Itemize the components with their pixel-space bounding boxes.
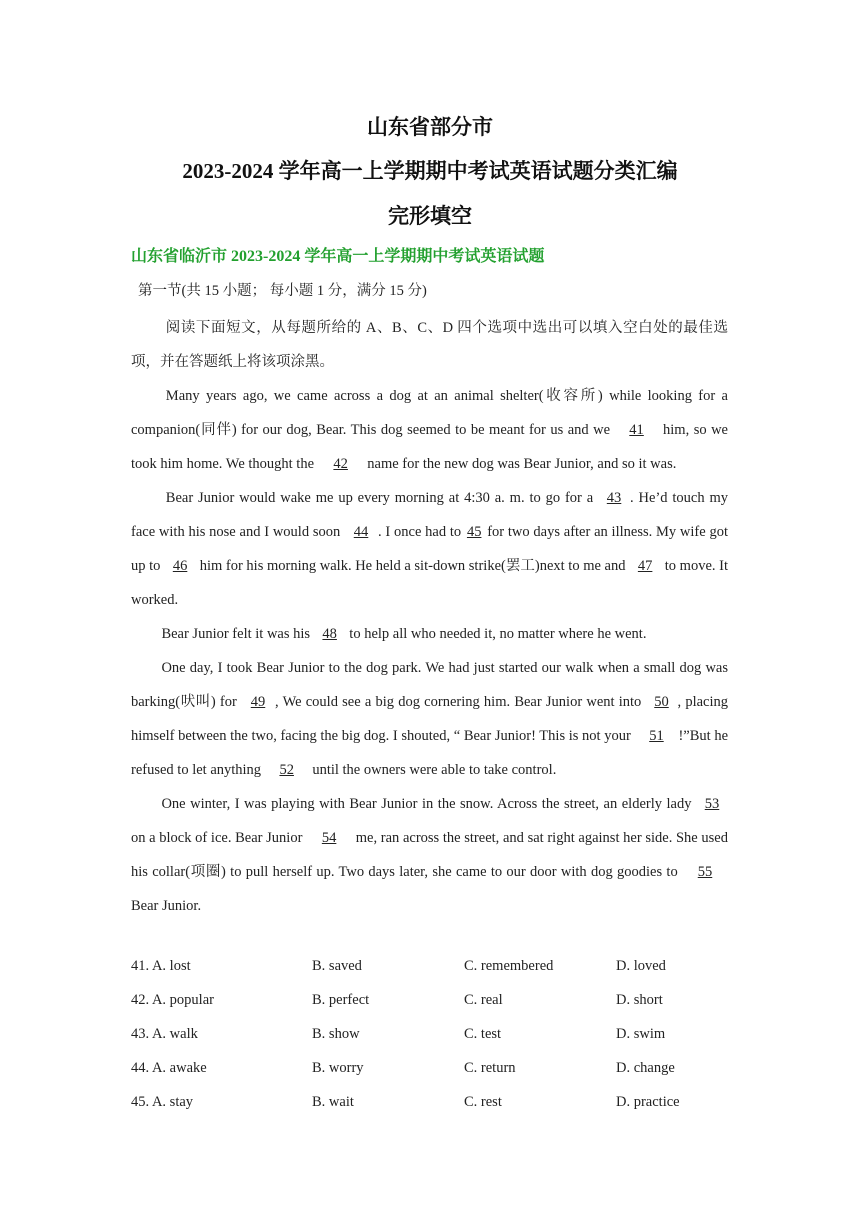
option-c: C. test — [464, 1025, 502, 1042]
exam-source-heading: 山东省临沂市 2023-2024 学年高一上学期期中考试英语试题 — [131, 248, 545, 265]
option-d: D. practice — [616, 1093, 680, 1110]
passage-paragraph-4 — [131, 651, 728, 787]
option-row — [131, 949, 751, 983]
option-a: 44. A. awake — [131, 1059, 207, 1076]
text-run: to move. It worked. — [131, 558, 729, 608]
option-a: 45. A. stay — [131, 1093, 194, 1110]
title-section: 完形填空 — [388, 204, 472, 228]
blank-41: 41 — [629, 422, 644, 438]
option-d: D. short — [616, 991, 663, 1008]
text-run: Bear Junior would wake me up every morning at 4:30 a. m. to go for a — [165, 490, 599, 506]
text-run: . I once had to — [378, 524, 465, 540]
text-run: !”But he refused to let anything — [131, 728, 728, 778]
option-row — [131, 1017, 751, 1051]
text-run: me, ran across the street, and sat right against her side. She used his collar(项圈) to pull herself up. Two days later, she came to our door with dog goodies to — [131, 830, 728, 880]
passage-paragraph-2 — [131, 481, 728, 617]
blank-45: 45 — [466, 524, 482, 540]
option-b: B. saved — [312, 957, 362, 974]
text-run: Bear Junior felt it was his — [161, 626, 314, 642]
option-row — [131, 1085, 751, 1119]
blank-52: 52 — [279, 762, 294, 778]
text-run: until the owners were able to take control. — [308, 762, 557, 778]
text-run: him for his morning walk. He held a sit-down strike(罢工)next to me and — [196, 558, 630, 574]
blank-55: 55 — [697, 864, 713, 880]
instructions: 阅读下面短文，从每题所给的 A、B、C、D 四个选项中选出可以填入空白处的最佳选项，并在答题纸上将该项涂黑。 — [131, 320, 728, 370]
text-run: One winter, I was playing with Bear Junior in the snow. Across the street, an elderly lady — [161, 796, 696, 812]
option-a: 43. A. walk — [131, 1025, 198, 1042]
answer-options — [131, 949, 751, 1119]
passage-body — [131, 311, 728, 923]
blank-49: 49 — [250, 694, 266, 710]
passage-paragraph-5 — [131, 787, 728, 923]
text-run: name for the new dog was Bear Junior, and so it was. — [363, 456, 677, 472]
option-c: C. return — [464, 1059, 516, 1076]
option-row — [131, 1051, 751, 1085]
blank-47: 47 — [637, 558, 653, 574]
passage-paragraph-3 — [131, 617, 728, 651]
text-run: him, so we took him home. We thought the — [131, 422, 728, 472]
text-run: , placing himself between the two, facing the big dog. I shouted, “ Bear Junior! This is not your — [131, 694, 729, 744]
option-d: D. change — [616, 1059, 675, 1076]
blank-42: 42 — [333, 456, 348, 472]
text-run: to help all who needed it, no matter where he went. — [345, 626, 647, 642]
option-c: C. real — [464, 991, 503, 1008]
option-c: C. remembered — [464, 957, 554, 974]
title-exam: 2023-2024 学年高一上学期期中考试英语试题分类汇编 — [182, 159, 678, 183]
text-run: , We could see a big dog cornering him. Bear Junior went into — [275, 694, 646, 710]
option-b: B. perfect — [312, 991, 370, 1008]
option-b: B. show — [312, 1025, 360, 1042]
option-b: B. worry — [312, 1059, 364, 1076]
option-b: B. wait — [312, 1093, 354, 1110]
blank-54: 54 — [321, 830, 337, 846]
text-run: Many years ago, we came across a dog at an animal shelter(收容所) while looking for a companion(同伴) for our dog, Bear. This dog seemed to be meant for us and we — [131, 388, 728, 438]
blank-50: 50 — [654, 694, 669, 710]
option-d: D. swim — [616, 1025, 666, 1042]
blank-46: 46 — [172, 558, 188, 574]
option-a: 41. A. lost — [131, 957, 191, 974]
text-run: Bear Junior. — [131, 898, 202, 914]
blank-44: 44 — [353, 524, 369, 540]
text-run: for two days after an illness. My wife got up to — [131, 524, 728, 574]
section-info: 第一节(共 15 小题； 每小题 1 分，满分 15 分) — [138, 283, 427, 299]
passage-paragraph-1 — [131, 379, 728, 481]
text-run: One day, I took Bear Junior to the dog park. We had just started our walk when a small dog was barking(吠叫) for — [131, 660, 728, 710]
blank-53: 53 — [704, 796, 720, 812]
option-row — [131, 983, 751, 1017]
blank-43: 43 — [606, 490, 622, 506]
text-run: . He’d touch my face with his nose and I would soon — [131, 490, 729, 540]
blank-48: 48 — [322, 626, 337, 642]
text-run: on a block of ice. Bear Junior — [131, 830, 307, 846]
option-a: 42. A. popular — [131, 991, 214, 1008]
option-d: D. loved — [616, 957, 666, 974]
blank-51: 51 — [649, 728, 664, 744]
title-region: 山东省部分市 — [367, 115, 493, 139]
option-c: C. rest — [464, 1093, 502, 1110]
